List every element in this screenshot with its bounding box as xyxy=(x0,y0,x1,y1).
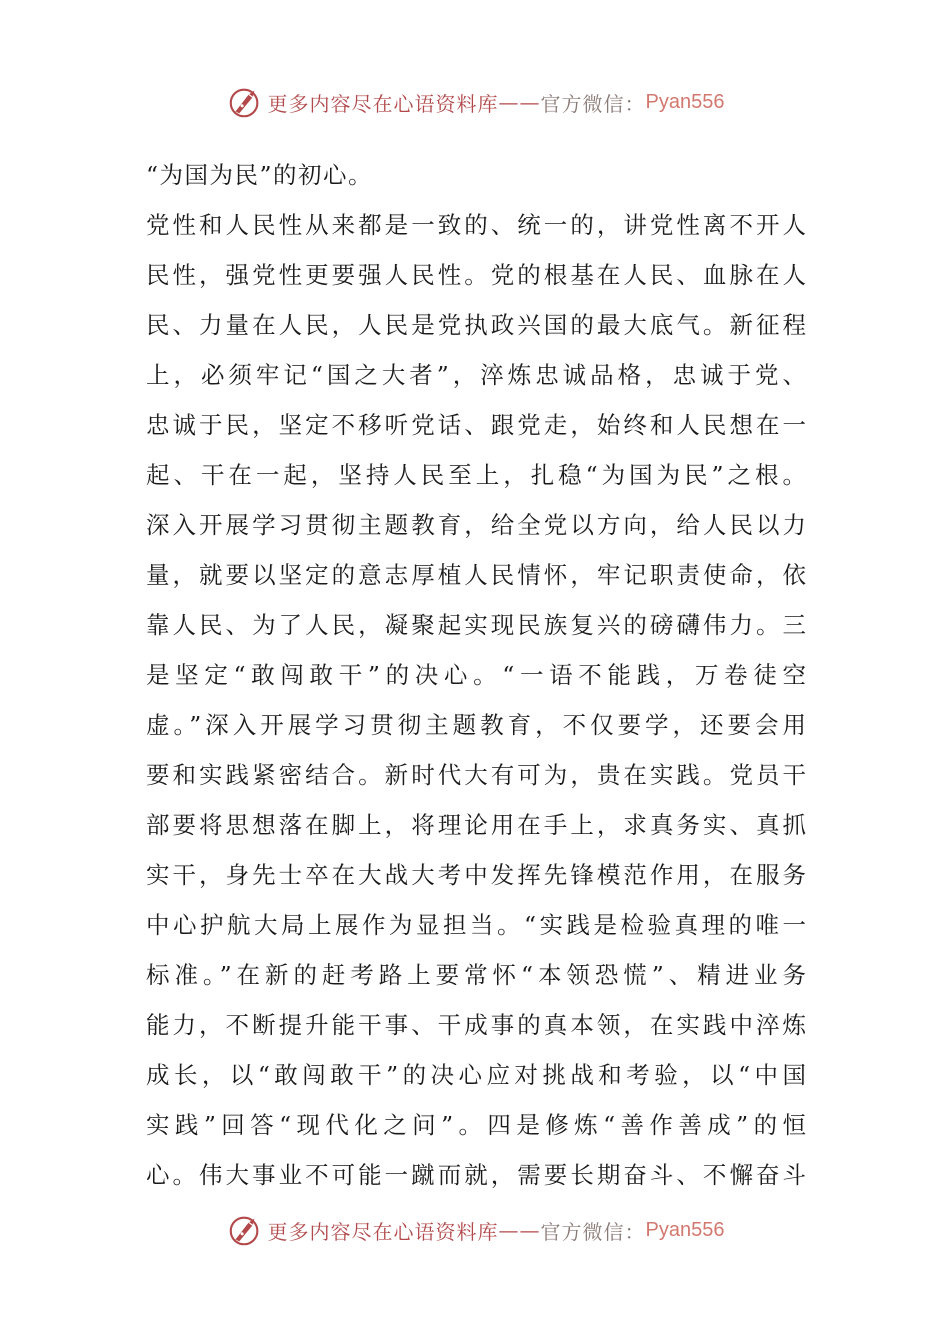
banner-wechat-label: 官方微信： xyxy=(540,91,646,116)
pen-nib-circle-icon xyxy=(226,1211,264,1249)
text-line: 量，就要以坚定的意志厚植人民情怀，牢记职责使命，依 xyxy=(146,561,806,589)
text-line: 实干，身先士卒在大战大考中发挥先锋模范作用，在服务 xyxy=(146,861,806,889)
banner-wechat-id: Pyan556 xyxy=(645,1218,725,1241)
footer-watermark-banner xyxy=(0,1210,950,1250)
text-line: 忠诚于民，坚定不移听党话、跟党走，始终和人民想在一 xyxy=(146,411,806,439)
banner-brand-text: 更多内容尽在心语资料库 xyxy=(267,91,499,116)
banner-dash: —— xyxy=(498,90,541,114)
banner-wechat-id: Pyan556 xyxy=(645,90,725,113)
text-line: 中心护航大局上展作为显担当。“实践是检验真理的唯一 xyxy=(146,911,806,939)
header-watermark-banner xyxy=(0,82,950,122)
text-line: 实践”回答“现代化之问”。四是修炼“善作善成”的恒 xyxy=(146,1111,806,1139)
text-line: 部要将思想落在脚上，将理论用在手上，求真务实、真抓 xyxy=(146,811,806,839)
text-line: 能力，不断提升能干事、干成事的真本领，在实践中淬炼 xyxy=(146,1011,806,1039)
document-body xyxy=(146,150,806,1200)
text-line: 靠人民、为了人民，凝聚起实现民族复兴的磅礴伟力。三 xyxy=(146,611,806,639)
text-line: 民性，强党性更要强人民性。党的根基在人民、血脉在人 xyxy=(146,261,806,289)
text-line: 民、力量在人民，人民是党执政兴国的最大底气。新征程 xyxy=(146,311,806,339)
text-line: 起、干在一起，坚持人民至上，扎稳“为国为民”之根。 xyxy=(146,461,806,489)
banner-brand-text: 更多内容尽在心语资料库 xyxy=(267,1219,499,1244)
pen-nib-circle-icon xyxy=(226,83,264,121)
text-line: 成长，以“敢闯敢干”的决心应对挑战和考验，以“中国 xyxy=(146,1061,806,1089)
text-line: 心。伟大事业不可能一蹴而就，需要长期奋斗、不懈奋斗 xyxy=(146,1161,806,1189)
text-line: 党性和人民性从来都是一致的、统一的，讲党性离不开人 xyxy=(146,211,806,239)
text-line: 要和实践紧密结合。新时代大有可为，贵在实践。党员干 xyxy=(146,761,806,789)
text-line: 上，必须牢记“国之大者”，淬炼忠诚品格，忠诚于党、 xyxy=(146,361,806,389)
text-line: 标准。”在新的赶考路上要常怀“本领恐慌”、精进业务 xyxy=(146,961,806,989)
text-line: 是坚定“敢闯敢干”的决心。“一语不能践，万卷徒空 xyxy=(146,661,806,689)
text-line: 深入开展学习贯彻主题教育，给全党以方向，给人民以力 xyxy=(146,511,806,539)
banner-dash: —— xyxy=(498,1218,541,1242)
text-line: 虚。”深入开展学习贯彻主题教育，不仅要学，还要会用 xyxy=(146,711,806,739)
text-line: “为国为民”的初心。 xyxy=(146,161,374,189)
banner-wechat-label: 官方微信： xyxy=(540,1219,646,1244)
